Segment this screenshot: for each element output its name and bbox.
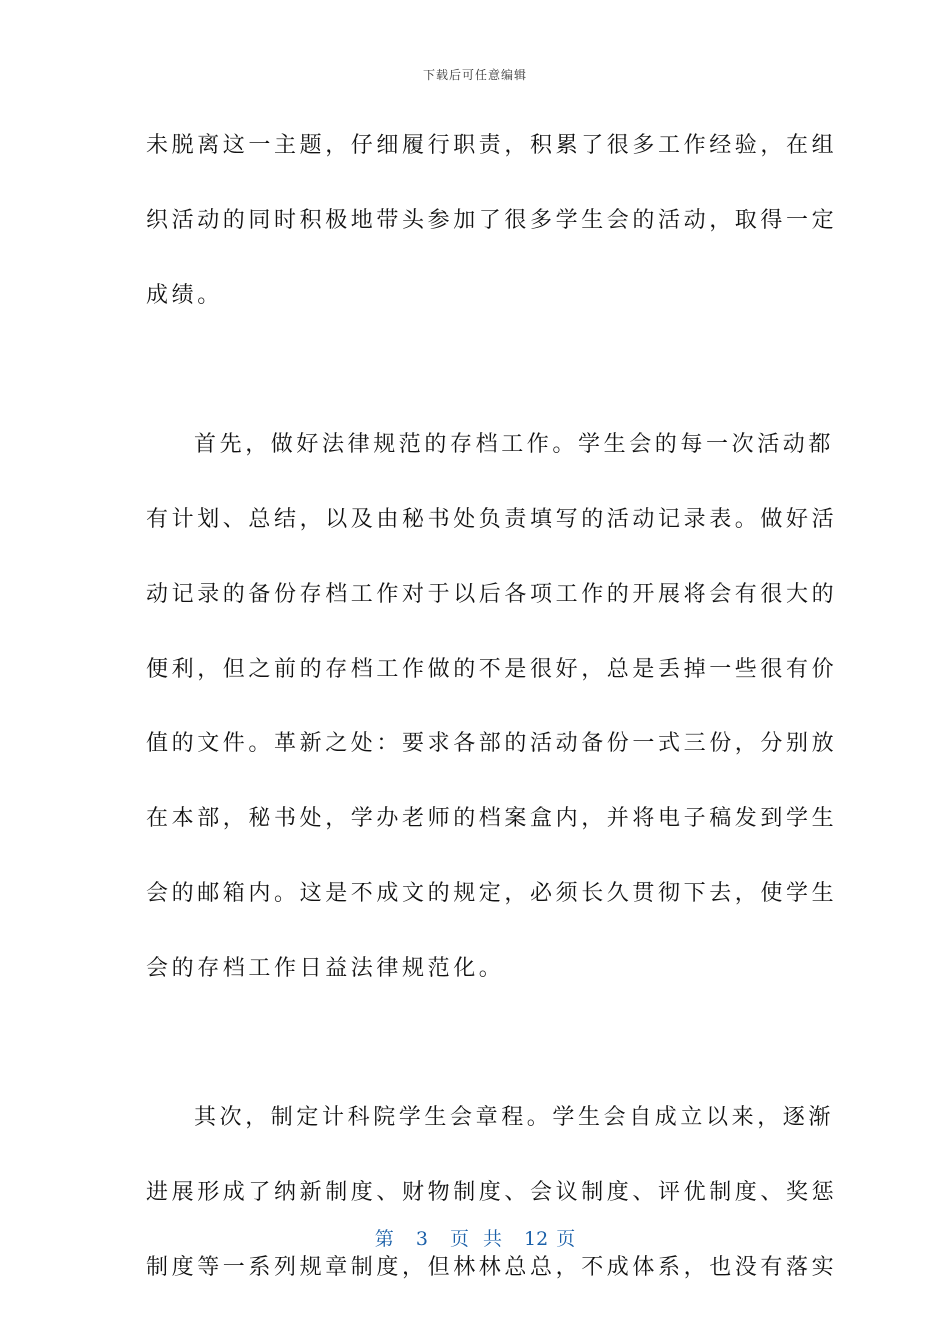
page-number: 3 xyxy=(415,1228,428,1250)
text-line: 动记录的备份存档工作对于以后各项工作的开展将会有很大的 xyxy=(146,581,838,607)
page-total: 12 xyxy=(524,1228,549,1250)
paragraph-first-line: 首先，做好法律规范的存档工作。学生会的每一次活动都 xyxy=(194,432,835,458)
footer-suffix: 页 xyxy=(556,1228,576,1250)
page-footer xyxy=(0,1224,950,1251)
text-line: 制度等一系列规章制度，但林林总总，不成体系，也没有落实 xyxy=(146,1254,838,1280)
text-line: 有计划、总结，以及由秘书处负责填写的活动记录表。做好活 xyxy=(146,506,838,532)
text-line: 成绩。 xyxy=(146,282,223,308)
header-note: 下载后可任意编辑 xyxy=(422,68,527,82)
text-line: 便利，但之前的存档工作做的不是很好，总是丢掉一些很有价 xyxy=(146,656,838,682)
blank-line xyxy=(146,348,806,423)
text-line: 未脱离这一主题，仔细履行职责，积累了很多工作经验，在组 xyxy=(146,133,838,158)
footer-middle: 页 共 xyxy=(449,1228,502,1250)
text-line: 在本部，秘书处，学办老师的档案盒内，并将电子稿发到学生 xyxy=(146,806,838,832)
footer-prefix: 第 xyxy=(374,1228,394,1250)
paragraph-first-line: 其次，制定计科院学生会章程。学生会自成立以来，逐渐 xyxy=(194,1105,835,1131)
text-line: 织活动的同时积极地带头参加了很多学生会的活动，取得一定 xyxy=(146,207,838,233)
text-line: 会的邮箱内。这是不成文的规定，必须长久贯彻下去，使学生 xyxy=(146,880,838,906)
text-line: 会的存档工作日益法律规范化。 xyxy=(146,955,505,981)
text-line: 进展形成了纳新制度、财物制度、会议制度、评优制度、奖惩 xyxy=(146,1180,838,1206)
body-text xyxy=(146,124,838,1321)
blank-line xyxy=(146,1022,806,1097)
text-line: 值的文件。革新之处：要求各部的活动备份一式三份，分别放 xyxy=(146,731,838,757)
